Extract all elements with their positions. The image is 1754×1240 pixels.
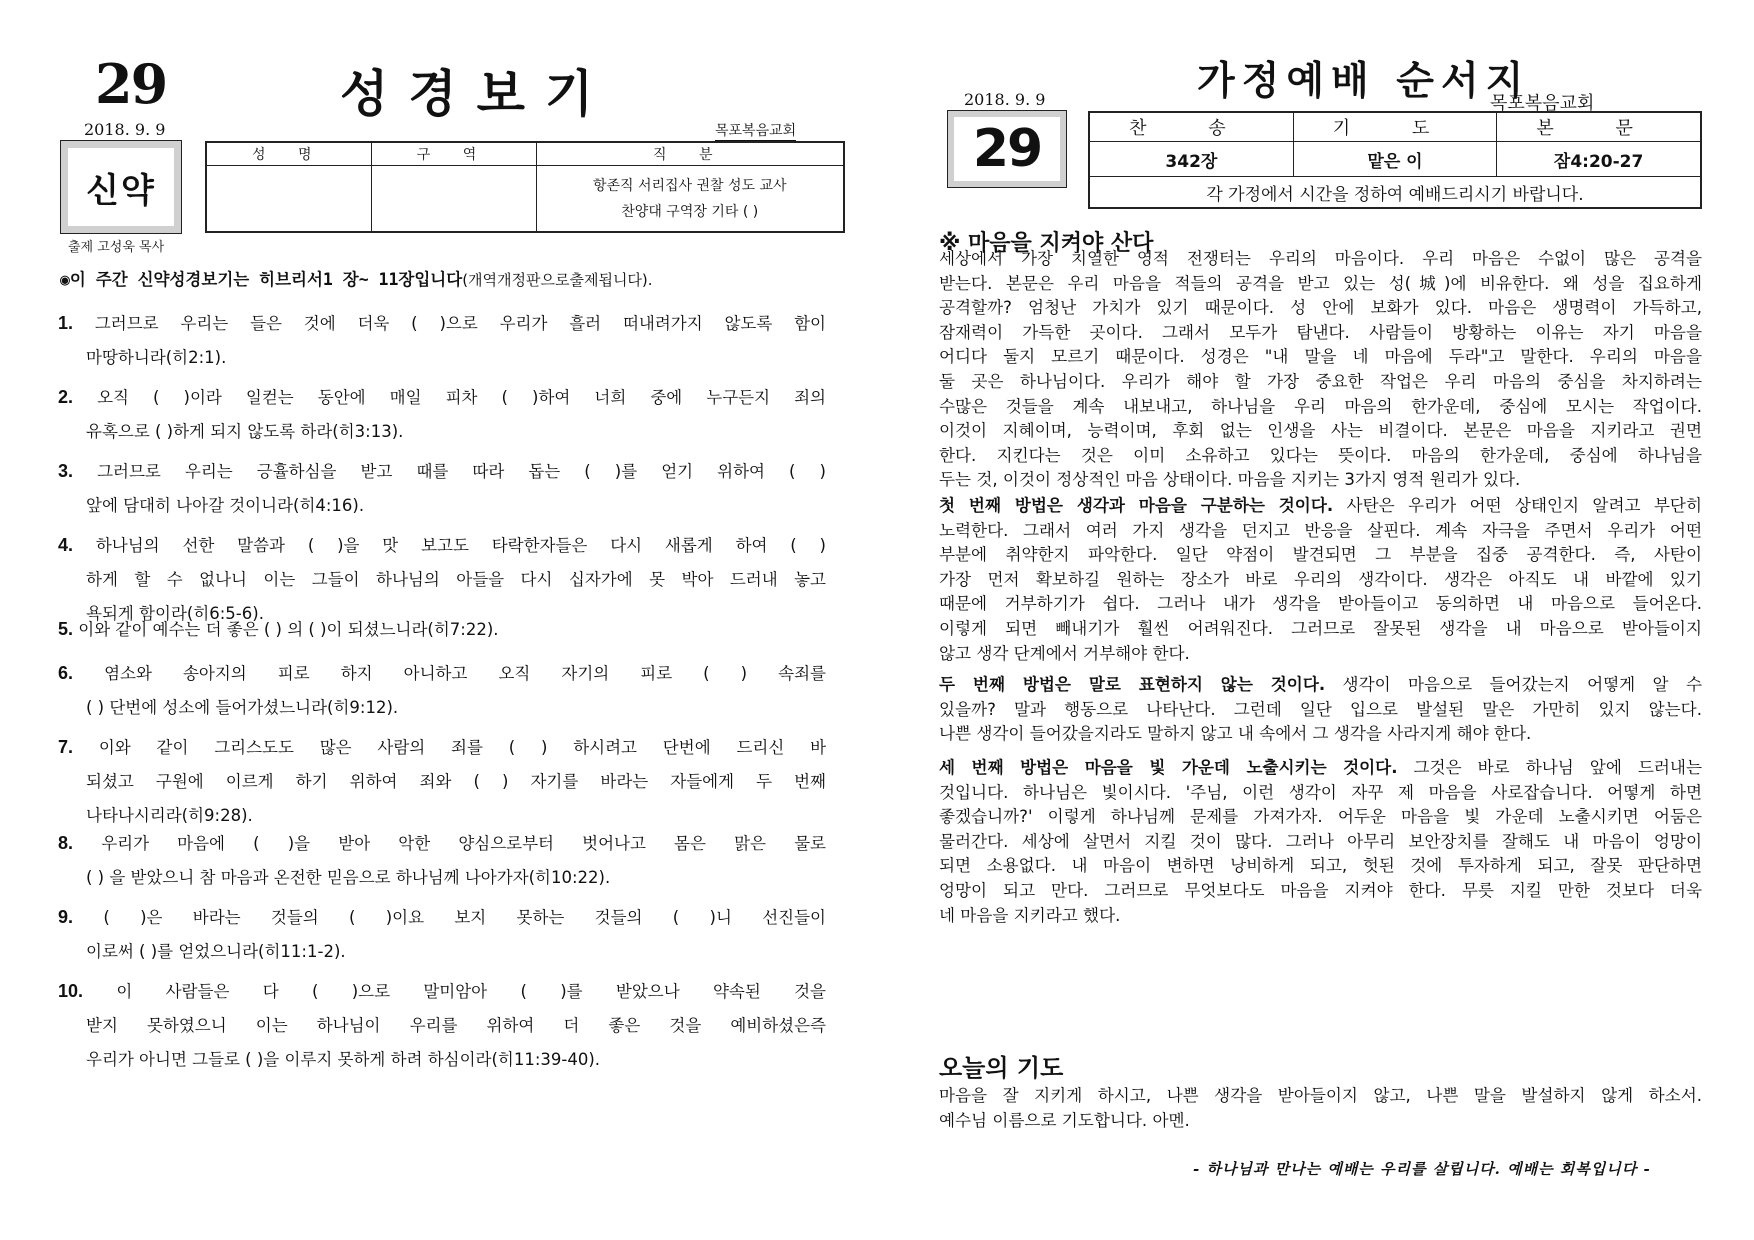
issue-number: 29 [95, 52, 167, 116]
header-prayer: 기 도 [1293, 112, 1496, 142]
question-text: 그러므로 우리는 긍휼하심을 받고 때를 따라 돕는 ( )를 얻기 위하여 ( ) [97, 462, 826, 481]
line-text: 가장 먼저 확보하길 원하는 장소가 바로 우리의 생각이다. 생각은 아직도 내 바깥에 있기 [939, 569, 1702, 589]
position-line-1: 항존직 서리집사 권찰 성도 교사 [592, 177, 787, 194]
paragraph-second-method [939, 673, 1702, 747]
worship-order-table [1088, 111, 1702, 209]
question-text: 앞에 담대히 나아갈 것이니라(히4:16). [86, 496, 365, 515]
text-line [939, 395, 1702, 420]
question-line [58, 528, 826, 563]
question-line [58, 612, 826, 647]
question-text: 나타나시리라(히9:28). [86, 806, 253, 825]
text-line [939, 642, 1702, 667]
text-line [939, 321, 1702, 346]
question-line [58, 415, 826, 449]
question-number: 6. [58, 663, 74, 683]
line-text: 엉망이 되고 만다. 그러므로 무엇보다도 마음을 지켜야 한다. 무릇 지킬 만한 것보다 더욱 [939, 880, 1702, 900]
paragraph-third-method [939, 756, 1702, 928]
prayer-value: 맡은 이 [1293, 142, 1496, 177]
line-text: 수많은 것들을 계속 내보내고, 하나님을 우리 마음의 한가운데, 중심에 모시는 작업이다. [939, 396, 1702, 416]
question-text: 이 사람들은 다 ( )으로 말미암아 ( )를 받았으나 약속된 것을 [116, 982, 826, 1001]
question-number: 10. [58, 981, 84, 1001]
question-text: 그러므로 우리는 들은 것에 더욱 ( )으로 우리가 흘러 떠내려가지 않도록 함이 [94, 314, 826, 333]
text-line [939, 543, 1702, 568]
line-text: 예수님 이름으로 기도합니다. 아멘. [939, 1110, 1190, 1130]
text-line [939, 805, 1702, 830]
position-line-2: 찬양대 구역장 기타 ( ) [621, 203, 759, 220]
question-line [58, 341, 826, 375]
line-text: 있을까? 말과 행동으로 나타난다. 그런데 일단 입으로 발설된 말은 가만히 있지 않는다. [939, 699, 1702, 719]
question-line [58, 489, 826, 523]
method-heading: 두 번째 방법은 말로 표현하지 않는 것이다. [939, 675, 1326, 694]
paragraph-first-method [939, 494, 1702, 666]
question-text: 되셨고 구원에 이르게 하기 위하여 죄와 ( ) 자기를 바라는 자들에게 두 번째 [86, 772, 826, 791]
text-line [939, 673, 1702, 698]
question-item [58, 730, 826, 833]
text-line [939, 468, 1702, 493]
method-heading: 첫 번째 방법은 생각과 마음을 구분하는 것이다. [939, 496, 1334, 515]
question-text: ( ) 을 받았으니 참 마음과 온전한 믿음으로 하나님께 나아가자(히10:22). [86, 868, 611, 887]
district-field[interactable] [371, 166, 536, 233]
question-text: 이와 같이 예수는 더 좋은 ( ) 의 ( )이 되셨느니라(히7:22). [78, 620, 499, 639]
text-line [939, 617, 1702, 642]
question-item [58, 380, 826, 449]
question-line [58, 1043, 826, 1077]
text-line [939, 345, 1702, 370]
worship-date: 2018. 9. 9 [964, 90, 1046, 109]
footer-slogan: - 하나님과 만나는 예배는 우리를 살립니다. 예배는 회복입니다 - [1193, 1160, 1651, 1178]
question-number: 1. [58, 313, 74, 333]
scripture-value: 잠4:20-27 [1497, 142, 1701, 177]
question-number: 4. [58, 535, 74, 555]
text-line [939, 519, 1702, 544]
worship-church: 목포복음교회 [1490, 93, 1595, 114]
text-line [939, 879, 1702, 904]
intro-note: (개역개정판으로출제됩니다). [462, 271, 653, 289]
text-line [939, 830, 1702, 855]
question-text: 이로써 ( )를 얻었으니라(히11:1-2). [86, 942, 346, 961]
text-line [939, 904, 1702, 929]
question-text: 우리가 마음에 ( )을 받아 악한 양심으로부터 벗어나고 몸은 맑은 물로 [101, 834, 826, 853]
question-item [58, 826, 826, 895]
question-text: 유혹으로 ( )하게 되지 않도록 하라(히3:13). [86, 422, 404, 441]
line-text: 부분에 취약한지 파악한다. 일단 약점이 발견되면 그 부분을 집중 공격한다. 즉, 사탄이 [939, 545, 1702, 565]
line-text: 잠재력이 가득한 곳이다. 그래서 모두가 탐낸다. 사람들이 방황하는 이유는 자기 마음을 [939, 322, 1702, 342]
text-line [939, 722, 1702, 747]
line-text: 생각이 마음으로 들어갔는지 어떻게 알 수 [1325, 675, 1702, 694]
text-line [939, 854, 1702, 879]
question-text: 받지 못하였으니 이는 하나님이 우리를 위하여 더 좋은 것을 예비하셨은즉 [86, 1016, 826, 1035]
line-text: 어디다 둘지 모르기 때문이다. 성경은 "내 말을 네 마음에 두라"고 말한다. 우리의 마음을 [939, 347, 1702, 367]
method-heading: 세 번째 방법은 마음을 빛 가운데 노출시키는 것이다. [939, 758, 1398, 777]
question-line [58, 974, 826, 1009]
question-line [58, 454, 826, 489]
issue-badge [947, 110, 1067, 188]
question-item [58, 656, 826, 725]
line-text: 않고 생각 단계에서 거부해야 한다. [939, 643, 1190, 663]
line-text: 것입니다. 하나님은 빛이시다. '주님, 이런 생각이 자꾸 제 마음을 사로잡습니다. 어떻게 하면 [939, 782, 1702, 802]
question-item [58, 454, 826, 523]
question-line [58, 380, 826, 415]
line-text: 이것이 지혜이며, 능력이며, 후회 없는 인생을 사는 비결이다. 본문은 마음을 지키라고 권면 [939, 421, 1702, 441]
prayer-text [939, 1084, 1702, 1133]
question-item [58, 306, 826, 375]
question-item [58, 900, 826, 969]
header-hymn: 찬 송 [1089, 112, 1293, 142]
line-text: 받는다. 본문은 우리 마음을 적들의 공격을 받고 있는 성(城)에 비유한다. 왜 성을 집요하게 [939, 273, 1702, 293]
text-line [939, 419, 1702, 444]
question-line [58, 563, 826, 597]
text-line [939, 1109, 1702, 1134]
line-text: 네 마음을 지키라고 했다. [939, 905, 1121, 925]
name-form-table [205, 141, 845, 233]
hymn-value: 342장 [1089, 142, 1293, 177]
question-line [58, 306, 826, 341]
paragraph-intro [939, 247, 1702, 493]
line-text: 두는 것, 이것이 정상적인 마음 상태이다. 마음을 지키는 3가지 영적 원리가 있다. [939, 470, 1521, 490]
line-text: 세상에서 가장 치열한 영적 전쟁터는 우리의 마음이다. 우리 마음은 수없이 많은 공격을 [939, 249, 1702, 268]
question-line [58, 861, 826, 895]
question-line [58, 730, 826, 765]
question-number: 3. [58, 461, 74, 481]
question-line [58, 900, 826, 935]
line-text: 좋겠습니까?' 이렇게 하나님께 문제를 가져가자. 어두운 마음을 빛 가운데 노출시키면 어둠은 [939, 807, 1702, 827]
position-options[interactable] [536, 166, 844, 233]
question-item [58, 612, 826, 647]
question-text: 이와 같이 그리스도도 많은 사람의 죄를 ( ) 하시려고 단번에 드리신 바 [98, 738, 827, 757]
name-field[interactable] [206, 166, 371, 233]
question-number: 7. [58, 737, 74, 757]
line-text: 때문에 거부하기가 쉽다. 그러나 내가 생각을 받아들이고 동의하면 내 마음으로 들어온다. [939, 594, 1702, 614]
text-line [939, 756, 1702, 781]
question-text: 오직 ( )이라 일컫는 동안에 매일 피차 ( )하여 너희 중에 누구든지 죄의 [97, 388, 826, 407]
sermon-title: ※ 마음을 지켜야 산다 [939, 231, 1154, 256]
text-line [939, 592, 1702, 617]
text-line [939, 370, 1702, 395]
intro-text [60, 266, 653, 290]
question-line [58, 826, 826, 861]
worship-title: 가정예배 순서지 [1197, 59, 1531, 104]
question-text: 욕되게 함이라(히6:5-6). [86, 604, 264, 623]
line-text: 마음을 잘 지키게 하시고, 나쁜 생각을 받아들이지 않고, 나쁜 말을 발설하지 않게 하소서. [939, 1086, 1702, 1105]
intro-main: ◉이 주간 신약성경보기는 히브리서1 장~ 11장입니다 [60, 270, 463, 289]
worship-note: 각 가정에서 시간을 정하여 예배드리시기 바랍니다. [1089, 177, 1701, 209]
line-text: 이렇게 되면 빼내기가 훨씬 어려워진다. 그러므로 잘못된 생각을 내 마음으로 받아들이지 [939, 618, 1702, 638]
text-line [939, 444, 1702, 469]
text-line [939, 296, 1702, 321]
question-number: 2. [58, 387, 74, 407]
line-text: 되면 소용없다. 내 마음이 변하면 낭비하게 되고, 헛된 것에 투자하게 되고, 잘못 판단하면 [939, 856, 1702, 876]
question-number: 8. [58, 833, 74, 853]
testament-label: 신약 [86, 170, 156, 211]
question-text: 우리가 아니면 그들로 ( )을 이루지 못하게 하려 하심이라(히11:39-40). [86, 1050, 601, 1069]
line-text: 나쁜 생각이 들어갔을지라도 말하지 않고 내 속에서 그 생각을 사라지게 해야 한다. [939, 724, 1532, 744]
author: 출제 고성욱 목사 [68, 240, 165, 255]
page-title: 성경보기 [340, 64, 614, 123]
text-line [939, 698, 1702, 723]
question-text: 하나님의 선한 말씀과 ( )을 맛 보고도 타락한자들은 다시 새롭게 하여 ( ) [95, 536, 826, 555]
text-line [939, 781, 1702, 806]
question-line [58, 656, 826, 691]
church-name: 목포복음교회 [715, 120, 796, 141]
header-name: 성 명 [206, 142, 371, 166]
header-scripture: 본 문 [1497, 112, 1701, 142]
text-line [939, 494, 1702, 519]
question-text: ( ) 단번에 성소에 들어가셨느니라(히9:12). [86, 698, 399, 717]
line-text: 물러간다. 세상에 살면서 지킬 것이 많다. 그러나 아무리 보안장치를 잘해도 내 마음이 엉망이 [939, 831, 1702, 851]
testament-badge [60, 140, 182, 234]
prayer-title: 오늘의 기도 [939, 1054, 1064, 1082]
text-line [939, 1084, 1702, 1109]
question-text: 하게 할 수 없나니 이는 그들이 하나님의 아들을 다시 십자가에 못 박아 드러내 놓고 [86, 570, 826, 589]
question-text: ( )은 바라는 것들의 ( )이요 보지 못하는 것들의 ( )니 선진들이 [103, 908, 826, 927]
question-line [58, 935, 826, 969]
line-text: 그것은 바로 하나님 앞에 드러내는 [1397, 758, 1702, 777]
question-text: 마땅하니라(히2:1). [86, 348, 227, 367]
line-text: 노력한다. 그래서 여러 가지 생각을 던지고 반응을 살핀다. 계속 자극을 주면서 우리가 어떤 [939, 520, 1702, 540]
line-text: 한다. 지킨다는 것은 이미 소유하고 있다는 뜻이다. 마음의 한가운데, 중심에 하나님을 [939, 445, 1702, 465]
question-number: 5. [58, 619, 74, 639]
text-line [939, 247, 1702, 272]
line-text: 공격할까? 엄청난 가치가 있기 때문이다. 성 안에 보화가 있다. 마음은 생명력이 가득하고, [939, 298, 1702, 318]
question-line [58, 765, 826, 799]
header-position: 직 분 [536, 142, 844, 166]
question-line [58, 691, 826, 725]
worship-issue-number: 29 [972, 119, 1042, 179]
text-line [939, 568, 1702, 593]
question-number: 9. [58, 907, 74, 927]
worship-order-page [877, 0, 1754, 1240]
question-item [58, 974, 826, 1077]
line-text: 둘 곳은 하나님이다. 우리가 해야 할 가장 중요한 작업은 우리 마음의 중심을 차지하려는 [939, 371, 1702, 391]
question-line [58, 1009, 826, 1043]
text-line [939, 272, 1702, 297]
date: 2018. 9. 9 [84, 120, 166, 139]
question-text: 염소와 송아지의 피로 하지 아니하고 오직 자기의 피로 ( ) 속죄를 [104, 664, 826, 683]
header-district: 구 역 [371, 142, 536, 166]
line-text: 사탄은 우리가 어떤 상태인지 알려고 부단히 [1333, 496, 1702, 515]
